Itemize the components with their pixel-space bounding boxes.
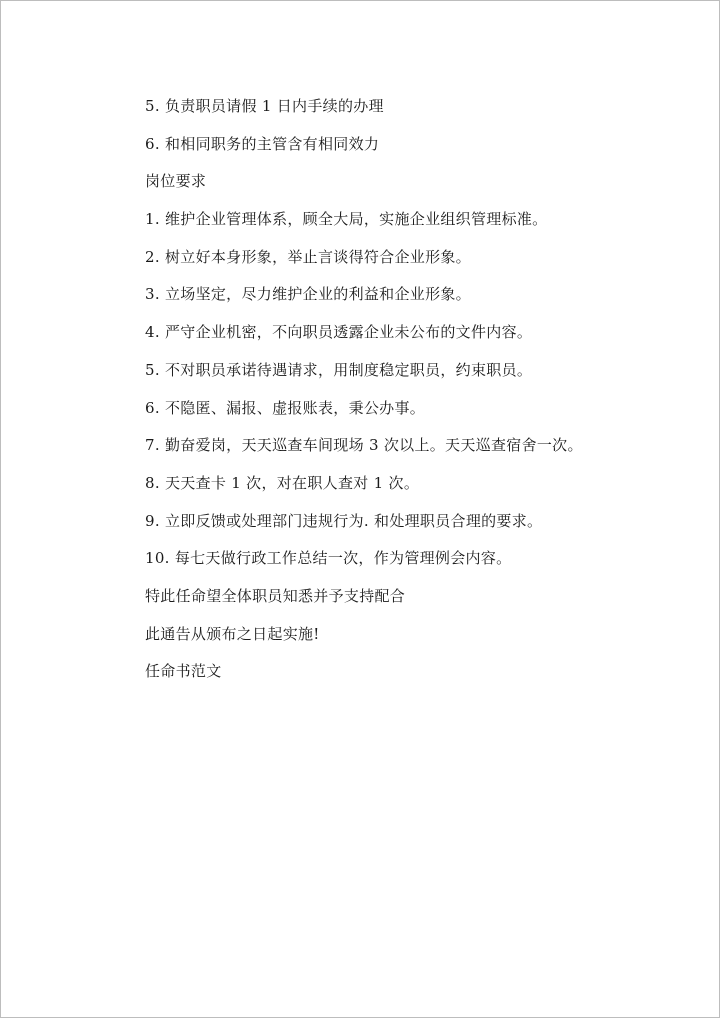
section-heading-requirements: 岗位要求 — [145, 172, 207, 191]
effective-notice: 此通告从颁布之日起实施! — [145, 624, 320, 643]
requirement-item-9: 9. 立即反馈或处理部门违规行为. 和处理职员合理的要求。 — [145, 511, 543, 530]
requirement-item-3: 3. 立场坚定，尽力维护企业的利益和企业形象。 — [145, 285, 471, 304]
requirement-item-1: 1. 维护企业管理体系，顾全大局，实施企业组织管理标准。 — [145, 210, 548, 229]
duty-item-6: 6. 和相同职务的主管含有相同效力 — [145, 134, 380, 153]
appointment-letter-title: 任命书范文 — [145, 662, 222, 681]
closing-statement: 特此任命望全体职员知悉并予支持配合 — [145, 586, 406, 605]
requirement-item-2: 2. 树立好本身形象，举止言谈得符合企业形象。 — [145, 247, 471, 266]
requirement-item-5: 5. 不对职员承诺待遇请求，用制度稳定职员，约束职员。 — [145, 360, 533, 379]
document-body — [145, 91, 685, 694]
requirement-item-7: 7. 勤奋爱岗，天天巡查车间现场 3 次以上。天天巡查宿舍一次。 — [145, 436, 583, 455]
duty-item-5: 5. 负责职员请假 1 日内手续的办理 — [145, 97, 384, 115]
requirement-item-8: 8. 天天查卡 1 次，对在职人查对 1 次。 — [145, 473, 420, 492]
requirement-item-6: 6. 不隐匿、漏报、虚报账表，秉公办事。 — [145, 398, 426, 417]
requirement-item-10: 10. 每七天做行政工作总结一次，作为管理例会内容。 — [145, 549, 512, 568]
requirement-item-4: 4. 严守企业机密，不向职员透露企业未公布的文件内容。 — [145, 323, 533, 342]
